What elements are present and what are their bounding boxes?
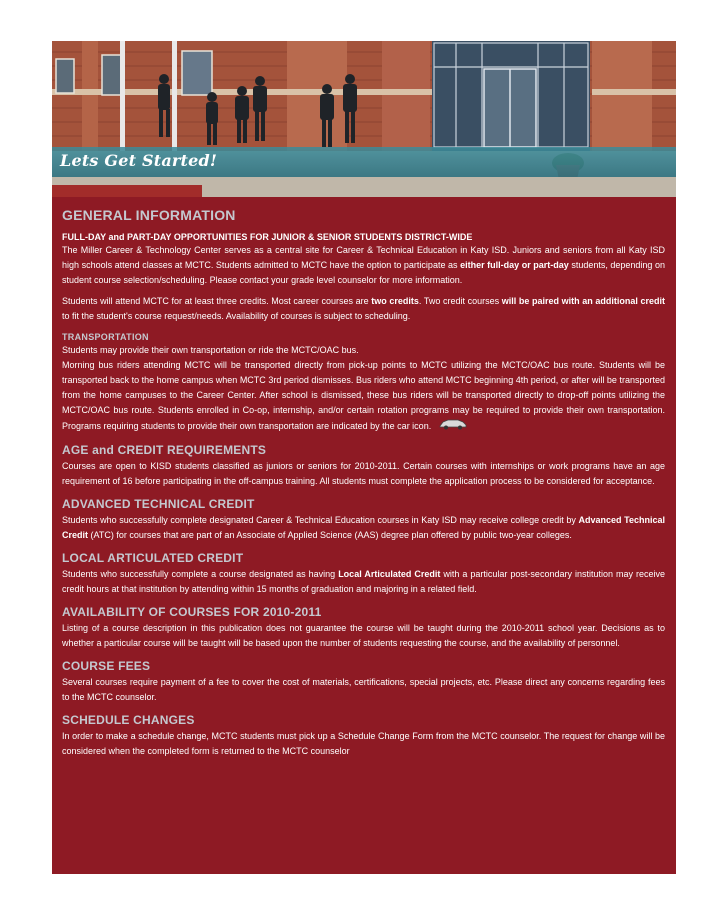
fees-heading: COURSE FEES [62, 659, 151, 673]
schedule-text: In order to make a schedule change, MCTC students must pick up a Schedule Change Form from the MCTC counselor. The request for change will be considered when the completed form is returned to the MCTC counselor [62, 731, 665, 756]
availability-text: Listing of a course description in this publication does not guarantee the course will be taught during the 2010-2011 school year. Decisions as to whether a particular course will be taught will be based upon the number of students requesting the course, and the availability of personnel. [62, 623, 665, 648]
general-subheading: FULL-DAY and PART-DAY OPPORTUNITIES FOR JUNIOR & SENIOR STUDENTS DISTRICT-WIDE [62, 232, 473, 242]
schedule-section [62, 713, 665, 759]
local-heading: LOCAL ARTICULATED CREDIT [62, 551, 244, 565]
fees-text: Several courses require payment of a fee to cover the cost of materials, certifications, special projects, etc. Please direct any concerns regarding fees to the MCTC counselor. [62, 677, 665, 702]
fees-section [62, 659, 665, 705]
advanced-heading: ADVANCED TECHNICAL CREDIT [62, 497, 255, 511]
transportation-line-2: Morning bus riders attending MCTC will be transported directly from pick-up points to MCTC utilizing the MCTC/OAC bus route. Students will be transported back to the home campus when MCTC 3rd period dismisses. Bus riders who attend MCTC beginning 4th period, or after will be transported from the home campuses to the Career Center. After school is dismissed, these bus riders will be transported directly to drop-off points utilizing the MCTC/OAC bus route. Students enrolled in Co-op, internship, and/or certain rotation programs may be required to provide their own transportation. Programs requiring students to provide their own transportation are indicated by the car icon. [62, 358, 665, 435]
local-section [62, 551, 665, 597]
availability-section [62, 605, 665, 651]
content [62, 207, 665, 759]
availability-heading: AVAILABILITY OF COURSES FOR 2010-2011 [62, 605, 322, 619]
general-paragraph-1: The Miller Career & Technology Center serves as a central site for Career & Technical Education in Katy ISD. Juniors and seniors from all Katy ISD high schools attend classes at MCTC. Students admitted to MCTC have the option to participate as either full-day or part-day students, depending on student course selection/scheduling. Please contact your grade level counselor for more information. [62, 245, 666, 285]
hero-title: Lets Get Started! [60, 151, 218, 170]
transportation-line-1: Students may provide their own transportation or ride the MCTC/OAC bus. [62, 345, 359, 355]
local-text: Students who successfully complete a course designated as having Local Articulated Credit with a particular post-secondary institution may receive credit hours at that institution by attending within 15 months of graduation and majoring in a related field. [62, 569, 666, 594]
transportation-heading: TRANSPORTATION [62, 332, 149, 342]
car-icon [438, 418, 468, 435]
age-heading: AGE and CREDIT REQUIREMENTS [62, 443, 267, 457]
general-paragraph-2: Students will attend MCTC for at least three credits. Most career courses are two credits. Two credit courses will be paired with an additional credit to fit the student's course request/needs. Availability of courses is subject to scheduling. [62, 296, 665, 321]
transportation-section [62, 332, 665, 435]
age-text: Courses are open to KISD students classified as juniors or seniors for 2010-2011. Certain courses with internships or work programs have an age requirement of 16 before participating in the off-campus training. All students must complete the application process to be considered for acceptance. [62, 461, 665, 486]
schedule-heading: SCHEDULE CHANGES [62, 713, 195, 727]
advanced-section [62, 497, 665, 543]
age-section [62, 443, 665, 489]
brochure-page [52, 41, 676, 874]
advanced-text: Students who successfully complete designated Career & Technical Education courses in Katy ISD may receive college credit by Advanced Technical Credit (ATC) for courses that are part of an Associate of Applied Science (AAS) degree plan offered by public two-year colleges. [62, 515, 665, 540]
hero-photo [52, 41, 676, 197]
general-heading: GENERAL INFORMATION [62, 207, 236, 223]
